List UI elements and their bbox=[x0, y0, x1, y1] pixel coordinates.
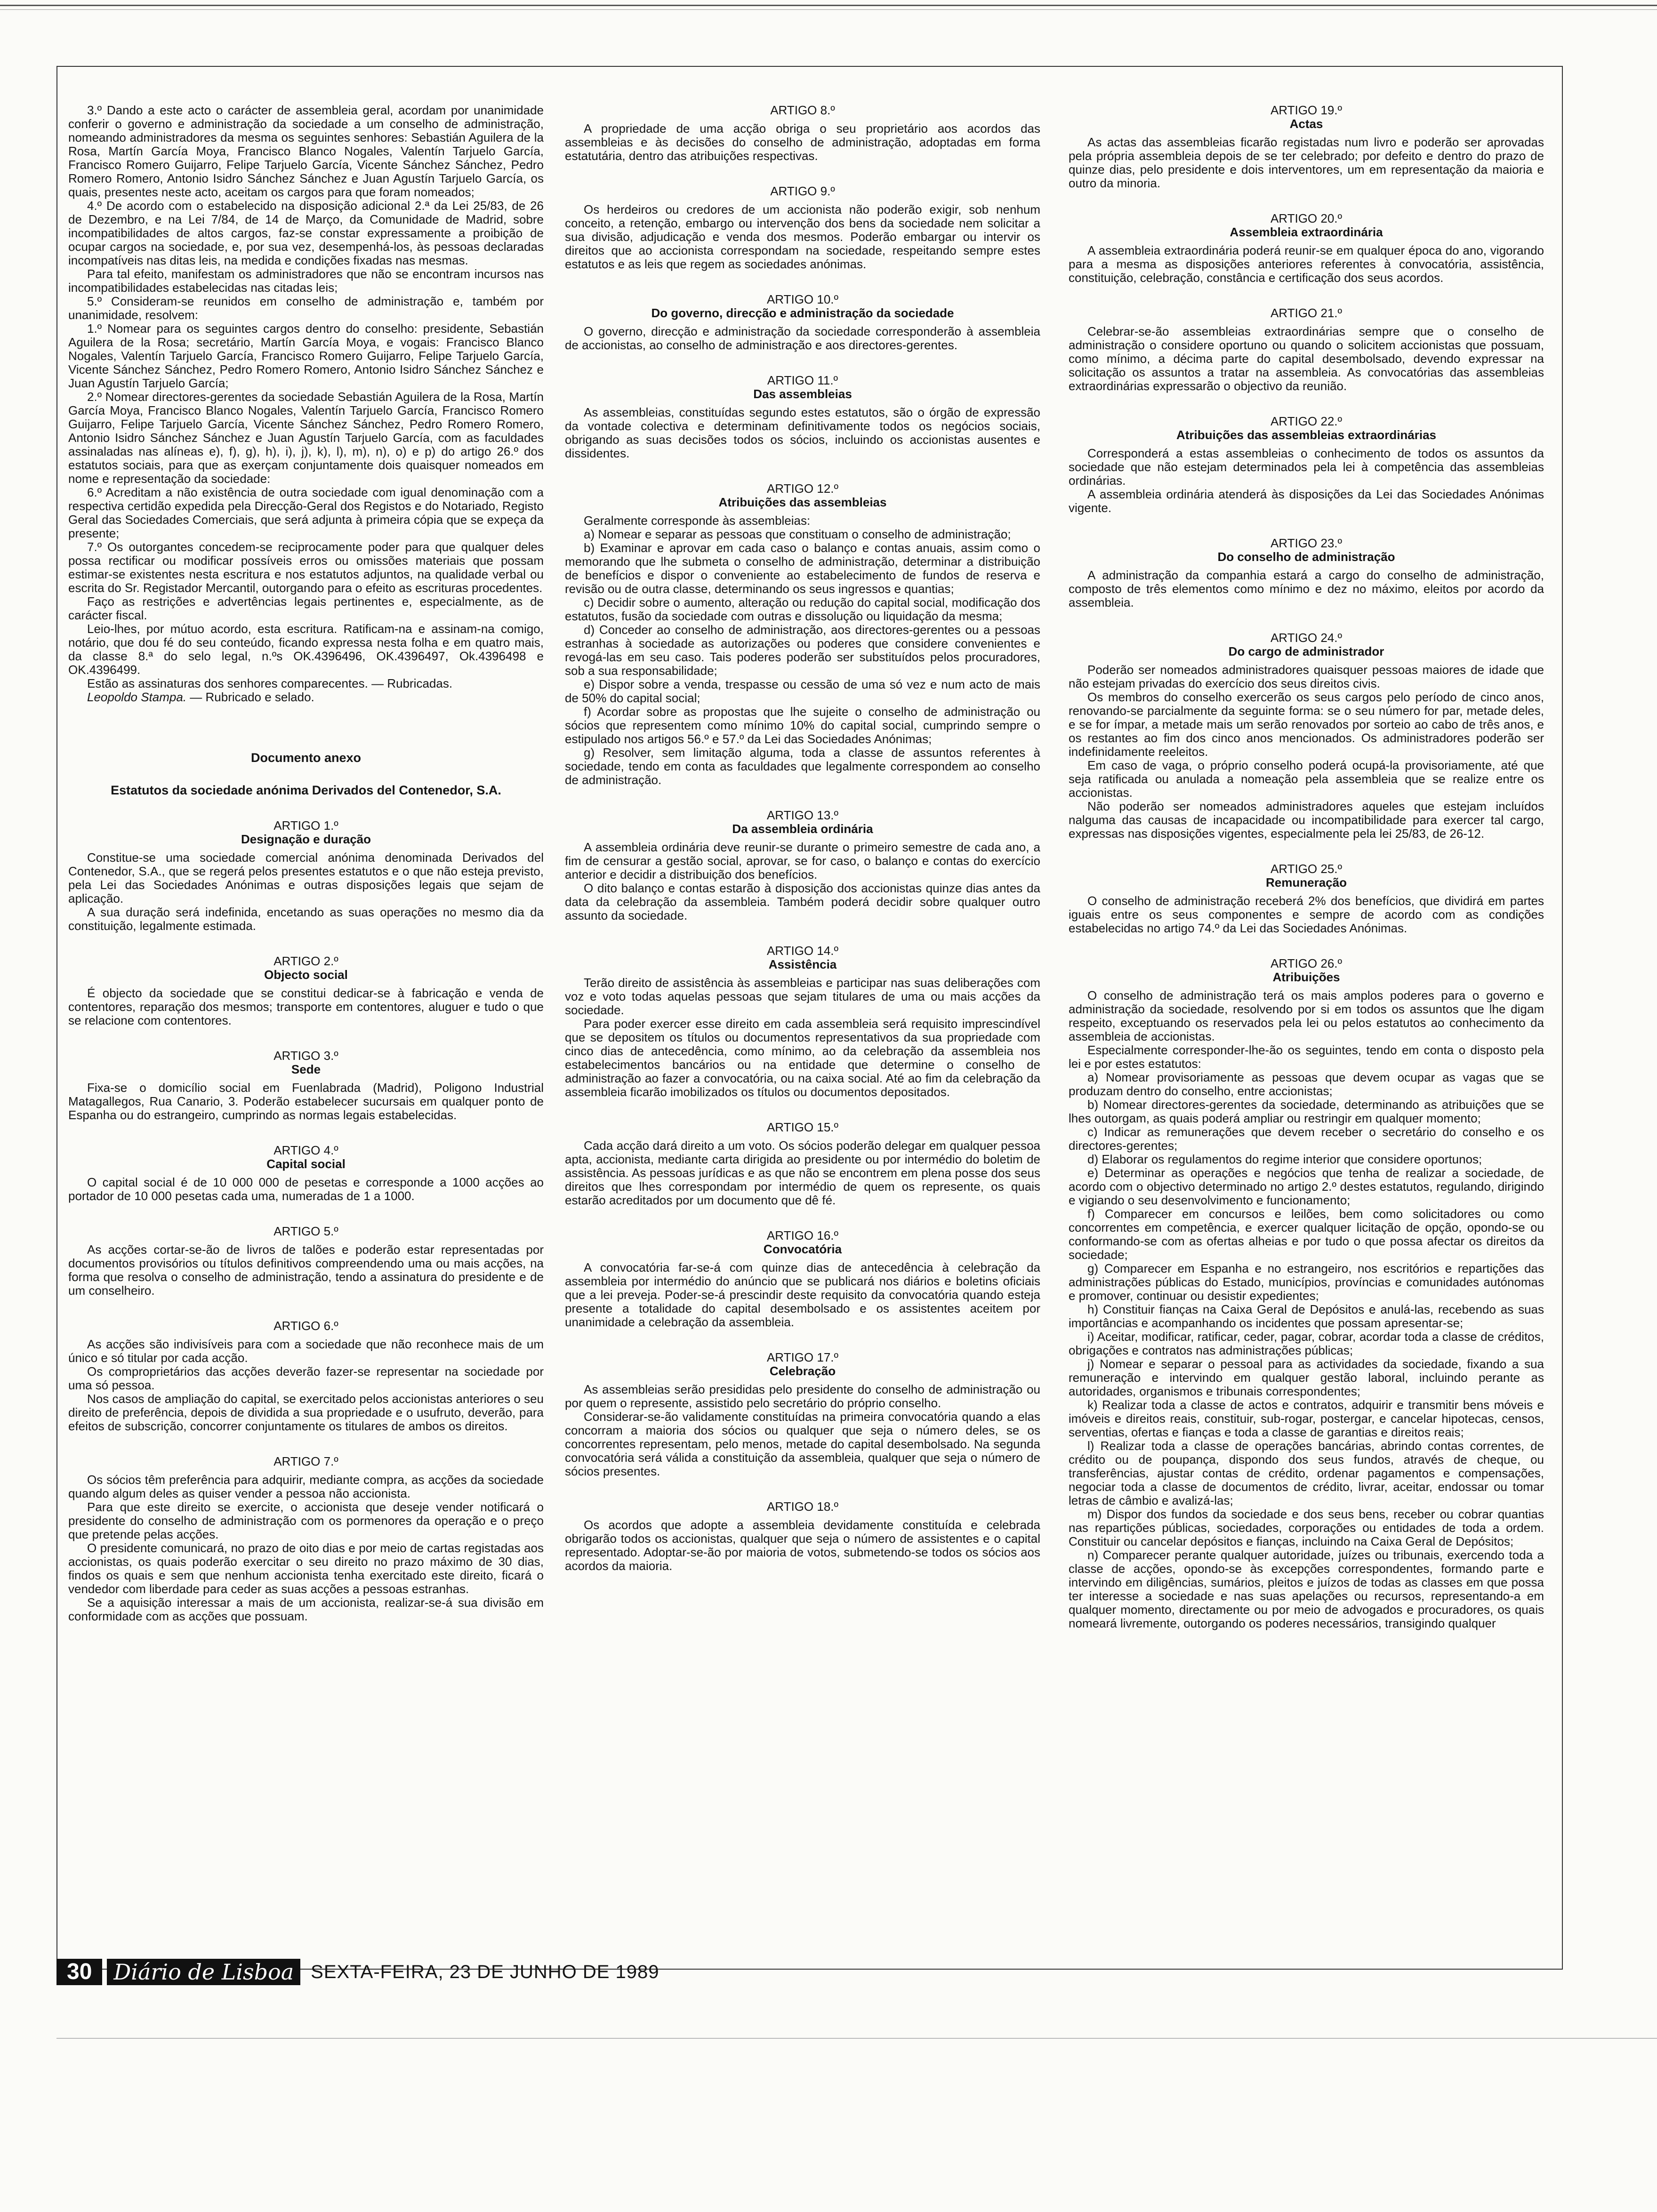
page-number: 30 bbox=[56, 1959, 102, 1985]
paragraph: O capital social é de 10 000 000 de pesetas e corresponde a 1000 acções ao portador de 10 000 pesetas cada uma, numeradas de 1 a 1000. bbox=[68, 1175, 544, 1203]
article-number: ARTIGO 24.º bbox=[1270, 631, 1343, 645]
article-heading bbox=[1069, 862, 1544, 890]
paragraph: Geralmente corresponde às assembleias: bbox=[584, 513, 811, 528]
paragraph: Nos casos de ampliação do capital, se exercitado pelos accionistas anteriores o seu direito de preferência, depois de dividida a sua propriedade e o usufruto, deverão, para efeitos de subscrição, concorrer conjuntamente os titulares de ambos os direitos. bbox=[68, 1392, 544, 1433]
paragraph: Não poderão ser nomeados administradores aqueles que estejam incluídos nalguma das causas de incapacidade ou incompatibilidade para exercer tal cargo, expressas nas disposições vigentes, especialmente pela lei 25/83, de 26-12. bbox=[1069, 799, 1544, 841]
article-heading bbox=[1069, 306, 1544, 320]
list-item: c) Decidir sobre o aumento, alteração ou redução do capital social, modificação dos estatutos, fusão da sociedade com outras e dissolução ou liquidação da mesma; bbox=[565, 595, 1040, 623]
column-3 bbox=[1069, 104, 1544, 1958]
article-heading bbox=[1069, 957, 1544, 984]
article-heading bbox=[1069, 212, 1544, 239]
issue-date: SEXTA-FEIRA, 23 DE JUNHO DE 1989 bbox=[311, 1961, 660, 1982]
paragraph: Estão as assinaturas dos senhores comparecentes. — Rubricadas. bbox=[87, 676, 453, 690]
newspaper-masthead: Diário de Lisboa bbox=[107, 1959, 300, 1985]
article-number: ARTIGO 4.º bbox=[273, 1143, 338, 1157]
paragraph: Fixa-se o domicílio social em Fuenlabrada (Madrid), Poligono Industrial Matagallegos, Rua Canario, 3. Poderão estabelecer sucursais em qualquer ponto de Espanha ou do estrangeiro, cumprindo as normas legais estabelecidas. bbox=[68, 1081, 544, 1122]
paragraph: O conselho de administração terá os mais amplos poderes para o governo e administração da sociedade, resolvendo por si em todos os assuntos que lhe digam respeito, exceptuando os reservados pela lei ou pelos estatutos ao conhecimento da assembleia de accionistas. bbox=[1069, 988, 1544, 1043]
paragraph: O conselho de administração receberá 2% dos benefícios, que dividirá em partes iguais entre os seus componentes e sempre de acordo com as condições estabelecidas no artigo 74.º da Lei das Sociedades Anónimas. bbox=[1069, 894, 1544, 935]
article-number: ARTIGO 6.º bbox=[273, 1319, 338, 1333]
page-footer bbox=[56, 1958, 660, 1986]
paragraph: A convocatória far-se-á com quinze dias de antecedência à celebração da assembleia por intermédio do anúncio que se publicará nos diários e boletins oficiais que a lei preveja. Poder-se-á prescindir deste requisito da convocatória quando esteja presente a totalidade do capital desembolsado e os assistentes aceitem por unanimidade a celebração da assembleia. bbox=[565, 1260, 1040, 1329]
paragraph: 5.º Consideram-se reunidos em conselho de administração e, também por unanimidade, resolvem: bbox=[68, 294, 544, 322]
article-title: Objecto social bbox=[264, 968, 348, 982]
top-rule bbox=[0, 5, 1657, 6]
list-item: f) Acordar sobre as propostas que lhe sujeite o conselho de administração ou sócios que representem como mínimo 10% do capital social, cumprindo sempre o estipulado nos artigos 56.º e 57.º da Lei das Sociedades Anónimas; bbox=[565, 705, 1040, 746]
list-item: i) Aceitar, modificar, ratificar, ceder, pagar, cobrar, acordar toda a classe de créditos, obrigações e contratos nas administrações públicas; bbox=[1069, 1330, 1544, 1357]
paragraph: É objecto da sociedade que se constitui dedicar-se à fabricação e venda de contentores, reparação dos mesmos; transporte em contentores, aluguer e tudo o que se relacione com contentores. bbox=[68, 986, 544, 1027]
article-heading bbox=[1069, 415, 1544, 442]
article-heading bbox=[565, 1351, 1040, 1378]
article-heading bbox=[565, 1500, 1040, 1514]
paragraph: Especialmente corresponder-lhe-ão os seguintes, tendo em conta o disposto pela lei e por estes estatutos: bbox=[1069, 1043, 1544, 1071]
column-1 bbox=[68, 104, 544, 1958]
paragraph: As acções cortar-se-ão de livros de talões e poderão estar representadas por documentos provisórios ou títulos definitivos compreendendo uma ou mais acções, na forma que resolva o conselho de administração, tendo a assinatura do presidente e de um conselheiro. bbox=[68, 1242, 544, 1298]
notary-deed bbox=[68, 104, 544, 704]
article-number: ARTIGO 13.º bbox=[766, 808, 839, 822]
article-heading bbox=[565, 184, 1040, 198]
paragraph: Celebrar-se-ão assembleias extraordinárias sempre que o conselho de administração o considere oportuno ou quando o solicitem accionistas que possuam, como mínimo, a décima parte do capital desembolsado, devendo expressar na solicitação os assuntos a tratar na assembleia. As convocatórias das assembleias extraordinárias expressarão o objectivo da reunião. bbox=[1069, 324, 1544, 393]
article-number: ARTIGO 8.º bbox=[770, 104, 835, 117]
article-number: ARTIGO 11.º bbox=[767, 373, 838, 387]
article-heading bbox=[565, 104, 1040, 117]
article-title: Sede bbox=[291, 1062, 321, 1076]
paragraph: O presidente comunicará, no prazo de oito dias e por meio de cartas registadas aos accionistas, os quais poderão exercitar o seu direito no prazo máximo de 30 dias, findos os quais e sem que nenhum accionista tenha exercitado este direito, ficará o vendedor com liberdade para ceder as suas acções a pessoas estranhas. bbox=[68, 1541, 544, 1596]
article-title: Actas bbox=[1289, 117, 1323, 131]
article-title: Assembleia extraordinária bbox=[1230, 225, 1383, 239]
list-item: h) Constituir fianças na Caixa Geral de Depósitos e anulá-las, recebendo as suas importâncias e acompanhando os incidentes que possam apresentar-se; bbox=[1069, 1302, 1544, 1330]
paragraph: O dito balanço e contas estarão à disposição dos accionistas quinze dias antes da data da celebração da assembleia. Também poderá decidir sobre qualquer outro assunto da sociedade. bbox=[565, 881, 1040, 922]
notary-signature bbox=[68, 690, 544, 704]
paragraph: Constitue-se uma sociedade comercial anónima denominada Derivados del Contenedor, S.A., que se regerá pelos presentes estatutos e o que não esteja previsto, pela Lei das Sociedades Anónimas e outras disposições legais que sejam de aplicação. bbox=[68, 850, 544, 906]
paragraph: As actas das assembleias ficarão registadas num livro e poderão ser aprovadas pela própria assembleia depois de se ter celebrado; por defeito e dentro do prazo de quinze dias, pelo presidente e dois interventores, um em representação da maioria e outro da minoria. bbox=[1069, 135, 1544, 190]
article-number: ARTIGO 15.º bbox=[766, 1120, 839, 1134]
article-number: ARTIGO 7.º bbox=[273, 1454, 338, 1468]
top-rule-thin bbox=[0, 9, 1657, 10]
bottom-rule bbox=[56, 2038, 1657, 2039]
annex-header bbox=[68, 751, 544, 797]
article-title: Atribuições das assembleias bbox=[718, 495, 887, 509]
article-number: ARTIGO 18.º bbox=[766, 1499, 839, 1514]
article-title: Do conselho de administração bbox=[1217, 550, 1395, 564]
list-item: b) Nomear directores-gerentes da sociedade, determinando as atribuições que se lhes outorgam, as quais poderá ampliar ou restringir em qualquer momento; bbox=[1069, 1098, 1544, 1125]
article-title: Convocatória bbox=[763, 1242, 842, 1256]
signature-note: — Rubricado e selado. bbox=[186, 690, 314, 704]
article-title: Designação e duração bbox=[241, 832, 371, 846]
paragraph: 7.º Os outorgantes concedem-se reciprocamente poder para que qualquer deles possa rectificar ou modificar possíveis erros ou omissões materiais que possam estimar-se existentes nesta escritura e nos estatutos adjuntos, na qualidade verbal ou escrita do Sr. Registador Mercantil, outorgando para o efeito as escrituras procedentes. bbox=[68, 540, 544, 595]
article-title: Assistência bbox=[768, 957, 837, 971]
paragraph: Para que este direito se exercite, o accionista que deseje vender notificará o presidente do conselho de administração com os pormenores da operação e o preço que pretende pelas acções. bbox=[68, 1500, 544, 1541]
paragraph: Terão direito de assistência às assembleias e participar nas suas deliberações com voz e voto todas aquelas pessoas que sejam titulares de uma ou mais acções da sociedade. bbox=[565, 976, 1040, 1017]
article-number: ARTIGO 20.º bbox=[1270, 211, 1343, 225]
paragraph: 4.º De acordo com o estabelecido na disposição adicional 2.ª da Lei 25/83, de 26 de Dezembro, e na Lei 7/84, de 14 de Março, da Comunidade de Madrid, sobre incompatibilidades de altos cargos, faz-se constar expressamente a proibição de ocupar cargos na sociedade, e, por sua vez, desempenhá-los, às pessoas declaradas incompatíveis nas ditas leis, na medida e condições fixadas nas mesmas. bbox=[68, 199, 544, 267]
article-number: ARTIGO 16.º bbox=[766, 1228, 839, 1242]
list-item: c) Indicar as remunerações que devem receber o secretário do conselho e os directores-gerentes; bbox=[1069, 1125, 1544, 1153]
article-number: ARTIGO 26.º bbox=[1270, 956, 1343, 970]
article-heading bbox=[565, 482, 1040, 509]
article-title: Remuneração bbox=[1266, 875, 1347, 890]
article-title: Das assembleias bbox=[753, 387, 852, 401]
article-title: Atribuições bbox=[1272, 970, 1340, 984]
paragraph: Para poder exercer esse direito em cada assembleia será requisito imprescindível que se depositem os títulos ou documentos representativos da sua propriedade com cinco dias de antecedência, como mínimo, ao da celebração da assembleia nos estabelecimentos bancários ou na entidade que determine o conselho de administração ao fazer a convocatória, ou na caixa social. Até ao fim da celebração da assembleia ficarão imobilizados os títulos ou documentos depositados. bbox=[565, 1017, 1040, 1099]
annex-subtitle: Estatutos da sociedade anónima Derivados del Contenedor, S.A. bbox=[111, 783, 501, 797]
article-heading bbox=[565, 293, 1040, 320]
article-title: Atribuições das assembleias extraordinárias bbox=[1176, 428, 1437, 442]
article-title: Do governo, direcção e administração da sociedade bbox=[651, 306, 954, 320]
list-item: e) Determinar as operações e negócios que tenha de realizar a sociedade, de acordo com o objectivo determinado no artigo 2.º destes estatutos, regulando, dirigindo e vigiando o seu desenvolvimento e funcionamento; bbox=[1069, 1166, 1544, 1207]
list-item: k) Realizar toda a classe de actos e contratos, adquirir e transmitir bens móveis e imóveis e direitos reais, constituir, sub-rogar, postergar, e cancelar hipotecas, censos, serventias, ofertas e fianças e toda a classe de garantias e direitos reais; bbox=[1069, 1398, 1544, 1439]
article-heading bbox=[68, 1319, 544, 1333]
paragraph: O governo, direcção e administração da sociedade corresponderão à assembleia de accionistas, ao conselho de administração e aos directores-gerentes. bbox=[565, 324, 1040, 352]
paragraph: As assembleias, constituídas segundo estes estatutos, são o órgão de expressão da vontade colectiva e determinam definitivamente todos os negócios sociais, obrigando as suas decisões todos os sócios, incluindo os accionistas ausentes e dissidentes. bbox=[565, 405, 1040, 460]
paragraph: 6.º Acreditam a não existência de outra sociedade com igual denominação com a respectiva certidão expedida pela Direcção-Geral dos Registos e do Notariado, Registo Geral das Sociedades Comerciais, que será adjunta à primeira cópia que se expeça da presente; bbox=[68, 485, 544, 540]
paragraph: 3.º Dando a este acto o carácter de assembleia geral, acordam por unanimidade conferir o governo e administração da sociedade a um conselho de administração, nomeando administradores da mesma os seguintes senhores: Sebastián Aguilera de la Rosa, Martín García Moya, Francisco Blanco Nogales, Valentín Tarjuelo García, Francisco Romero Guijarro, Felipe Tarjuelo García, Vicente Sánchez Sánchez, Pedro Romero Romero, Antonio Isidro Sánchez Sánchez e Juan Agustín Tarjuelo García, os quais, presentes neste acto, aceitam os cargos para que foram nomeados; bbox=[68, 104, 544, 199]
list-item: l) Realizar toda a classe de operações bancárias, abrindo contas correntes, de crédito ou de poupança, dispondo dos seus fundos, através de cheque, ou transferências, ajustar contas de crédito, ordenar pagamentos e compensações, negociar toda a classe de documentos de crédito, livrar, aceitar, endossar ou tomar letras de câmbio e avalizá-las; bbox=[1069, 1439, 1544, 1507]
article-heading bbox=[68, 1225, 544, 1238]
article-number: ARTIGO 17.º bbox=[766, 1350, 839, 1364]
article-number: ARTIGO 21.º bbox=[1270, 306, 1343, 320]
article-heading bbox=[565, 944, 1040, 971]
article-number: ARTIGO 25.º bbox=[1270, 862, 1343, 876]
paragraph: 2.º Nomear directores-gerentes da sociedade Sebastián Aguilera de la Rosa, Martín García Moya, Francisco Blanco Nogales, Valentín Tarjuelo García, Francisco Romero Guijarro, Felipe Tarjuelo García, Vicente Sánchez Sánchez, Pedro Romero Romero, Antonio Isidro Sánchez Sánchez e Juan Agustín Tarjuelo García, com as faculdades assinaladas nas alíneas e), f), g), h), i), j), k), l), m), n), o) e p) do artigo 26.º dos estatutos sociais, para que as exerçam conjuntamente dois quaisquer nomeados em nome e representação da sociedade: bbox=[68, 390, 544, 486]
paragraph: Faço as restrições e advertências legais pertinentes e, especialmente, as de carácter fiscal. bbox=[68, 594, 544, 622]
article-heading bbox=[1069, 631, 1544, 658]
paragraph: Os acordos que adopte a assembleia devidamente constituída e celebrada obrigarão todos os accionistas, qualquer que seja o número de assistentes e o capital representado. Adoptar-se-ão por maioria de votos, submetendo-se todos os sócios aos acordos da maioria. bbox=[565, 1518, 1040, 1573]
article-heading bbox=[68, 819, 544, 846]
article-number: ARTIGO 2.º bbox=[273, 954, 338, 968]
article-title: Celebração bbox=[769, 1364, 836, 1378]
article-number: ARTIGO 9.º bbox=[770, 184, 835, 198]
annex-title: Documento anexo bbox=[250, 751, 362, 765]
article-number: ARTIGO 23.º bbox=[1270, 536, 1343, 550]
paragraph: Poderão ser nomeados administradores quaisquer pessoas maiores de idade que não estejam privadas do exercício dos seus direitos civis. bbox=[1069, 663, 1544, 690]
paragraph: A administração da companhia estará a cargo do conselho de administração, composto de três elementos como mínimo e dez no máximo, eleitos por acordo da assembleia. bbox=[1069, 568, 1544, 609]
article-number: ARTIGO 19.º bbox=[1270, 104, 1343, 117]
paragraph: Se a aquisição interessar a mais de um accionista, realizar-se-á sua divisão em conformidade com as acções que possuam. bbox=[68, 1595, 544, 1623]
list-item: b) Examinar e aprovar em cada caso o balanço e contas anuais, assim como o memorando que lhe submeta o conselho de administração, determinar a distribuição de benefícios e dispor o conveniente ao estabelecimento de fundos de reserva e revisão ou de outra classe, determinando os seus ingressos e quantias; bbox=[565, 541, 1040, 596]
article-heading bbox=[565, 374, 1040, 401]
article-heading bbox=[68, 954, 544, 982]
paragraph: 1.º Nomear para os seguintes cargos dentro do conselho: presidente, Sebastián Aguilera de la Rosa; secretário, Martín García Moya, e vogais: Francisco Blanco Nogales, Valentín Tarjuelo García, Francisco Romero Guijarro, Felipe Tarjuelo García, Vicente Sánchez Sánchez, Pedro Romero Romero, Antonio Isidro Sánchez Sánchez e Juan Agustín Tarjuelo García; bbox=[68, 321, 544, 390]
article-number: ARTIGO 14.º bbox=[766, 944, 839, 958]
article-heading bbox=[68, 1144, 544, 1171]
article-heading bbox=[565, 809, 1040, 836]
paragraph: Os sócios têm preferência para adquirir, mediante compra, as acções da sociedade quando algum deles as quiser vender a pessoa não accionista. bbox=[68, 1473, 544, 1500]
article-heading bbox=[68, 1049, 544, 1076]
article-number: ARTIGO 12.º bbox=[766, 481, 839, 496]
paragraph: As assembleias serão presididas pelo presidente do conselho de administração ou por quem o represente, assistido pelo secretário do próprio conselho. bbox=[565, 1382, 1040, 1410]
paragraph: Considerar-se-ão validamente constituídas na primeira convocatória quando a elas concorram a maioria dos sócios ou qualquer que seja o número deles, se os concorrentes representam, pelo menos, metade do capital desembolsado. Na segunda convocatória será válida a constituição da assembleia, qualquer que seja o número de sócios presentes. bbox=[565, 1410, 1040, 1478]
paragraph: A propriedade de uma acção obriga o seu proprietário aos acordos das assembleias e às decisões do conselho de administração, adoptadas em forma estatutária, dentro das atribuições respectivas. bbox=[565, 121, 1040, 163]
paragraph: A assembleia ordinária deve reunir-se durante o primeiro semestre de cada ano, a fim de censurar a gestão social, aprovar, se for caso, o balanço e contas do exercício anterior e decidir a distribuição dos benefícios. bbox=[565, 840, 1040, 882]
paragraph: A assembleia ordinária atenderá às disposições da Lei das Sociedades Anónimas vigente. bbox=[1069, 487, 1544, 515]
list-item: g) Comparecer em Espanha e no estrangeiro, nos escritórios e repartições das administrações públicas do Estado, municípios, províncias e comunidades autónomas e promover, continuar ou desistir expedientes; bbox=[1069, 1261, 1544, 1303]
list-item: e) Dispor sobre a venda, trespasse ou cessão de uma só vez e num acto de mais de 50% do capital social; bbox=[565, 677, 1040, 705]
paragraph: Em caso de vaga, o próprio conselho poderá ocupá-la provisoriamente, até que seja ratificada ou anulada a nomeação pela assembleia que se realize entre os accionistas. bbox=[1069, 758, 1544, 800]
list-item: a) Nomear provisoriamente as pessoas que devem ocupar as vagas que se produzam dentro do conselho, entre accionistas; bbox=[1069, 1070, 1544, 1098]
article-number: ARTIGO 5.º bbox=[273, 1224, 338, 1238]
paragraph: Os membros do conselho exercerão os seus cargos pelo período de cinco anos, renovando-se parcialmente da seguinte forma: se o seu número for par, metade deles, e se for ímpar, a metade mais um serão renovados por sorteio ao cabo de três anos, e os restantes ao fim dos cinco anos mencionados. Os administradores poderão ser indefinidamente reeleitos. bbox=[1069, 690, 1544, 759]
list-item: m) Dispor dos fundos da sociedade e dos seus bens, receber ou cobrar quantias nas repartições públicas, sociedades, corporações ou entidades de toda a ordem. Constituir ou cancelar depósitos e fianças, incluindo na Caixa Geral de Depósitos; bbox=[1069, 1507, 1544, 1548]
list-item: g) Resolver, sem limitação alguma, toda a classe de assuntos referentes à sociedade, tendo em conta as faculdades que legalmente correspondem ao conselho de administração. bbox=[565, 745, 1040, 787]
list-item: n) Comparecer perante qualquer autoridade, juízes ou tribunais, exercendo toda a classe de acções, opondo-se às excepções correspondentes, formando parte e intervindo em diligências, sumários, pleitos e juízos de todas as classes em que possa ter interesse a sociedade e nas suas apelações ou recursos, representando-a em qualquer momento, directamente ou por meio de advogados e procuradores, os quais nomeará livremente, outorgando os poderes necessários, transigindo qualquer bbox=[1069, 1548, 1544, 1630]
article-heading bbox=[565, 1229, 1040, 1256]
paragraph: A sua duração será indefinida, encetando as suas operações no mesmo dia da constituição, legalmente estimada. bbox=[68, 905, 544, 933]
paragraph: Para tal efeito, manifestam os administradores que não se encontram incursos nas incompatibilidades estabelecidas nas citadas leis; bbox=[68, 267, 544, 295]
paragraph: A assembleia extraordinária poderá reunir-se em qualquer época do ano, vigorando para a mesma as disposições anteriores referentes à convocatória, assistência, constituição, celebração, constância e certificação dos seus acordos. bbox=[1069, 243, 1544, 285]
paragraph: Os comproprietários das acções deverão fazer-se representar na sociedade por uma só pessoa. bbox=[68, 1364, 544, 1392]
article-title: Capital social bbox=[266, 1157, 346, 1171]
list-item: j) Nomear e separar o pessoal para as actividades da sociedade, fixando a sua remuneração e intervindo em qualquer gestão laboral, incluindo perante as autoridades, organismos e tribunais correspondentes; bbox=[1069, 1357, 1544, 1398]
column-2 bbox=[565, 104, 1040, 1958]
list-item: d) Conceder ao conselho de administração, aos directores-gerentes ou a pessoas estranhas à sociedade as autorizações ou poderes que considere convenientes e revogá-las em seu caso. Tais poderes poderão ser substituídos pelos procuradores, sob a sua responsabilidade; bbox=[565, 623, 1040, 678]
article-number: ARTIGO 10.º bbox=[766, 292, 839, 306]
paragraph: Leio-lhes, por mútuo acordo, esta escritura. Ratificam-na e assinam-na comigo, notário, que dou fé do seu conteúdo, ficando expressa nesta folha e em quatro mais, da classe 8.ª do selo legal, n.ºs OK.4396496, OK.4396497, Ok.4396498 e OK.4396499. bbox=[68, 622, 544, 677]
list-item: f) Comparecer em concursos e leilões, bem como solicitadores ou como concorrentes em competência, e exercer qualquer licitação de opção, opondo-se ou conformando-se com as ofertas alheias e por tudo o que possa afectar os direitos da sociedade; bbox=[1069, 1207, 1544, 1262]
article-title: Do cargo de administrador bbox=[1228, 644, 1384, 658]
paragraph: As acções são indivisíveis para com a sociedade que não reconhece mais de um único e só titular por cada acção. bbox=[68, 1337, 544, 1365]
article-heading bbox=[1069, 537, 1544, 564]
paragraph: Cada acção dará direito a um voto. Os sócios poderão delegar em qualquer pessoa apta, accionista, mediante carta dirigida ao presidente ou por intermédio do boletim de assistência. As pessoas jurídicas e as que não se encontrem em plena posse dos seus direitos que lhes correspondam por intermédio de quem os represente, os quais estarão acreditados por um documento que dê fé. bbox=[565, 1138, 1040, 1207]
article-number: ARTIGO 3.º bbox=[273, 1049, 338, 1063]
list-item: d) Elaborar os regulamentos do regime interior que considere oportunos; bbox=[1087, 1152, 1482, 1166]
article-number: ARTIGO 1.º bbox=[273, 818, 338, 833]
list-item: a) Nomear e separar as pessoas que constituam o conselho de administração; bbox=[584, 527, 1011, 541]
article-heading bbox=[565, 1121, 1040, 1134]
paragraph: Corresponderá a estas assembleias o conhecimento de todos os assuntos da sociedade que não estejam determinados pela lei à competência das assembleias ordinárias. bbox=[1069, 446, 1544, 488]
article-number: ARTIGO 22.º bbox=[1270, 414, 1343, 428]
article-heading bbox=[68, 1455, 544, 1468]
article-heading bbox=[1069, 104, 1544, 131]
article-title: Da assembleia ordinária bbox=[732, 822, 873, 836]
notary-name: Leopoldo Stampa. bbox=[87, 690, 187, 704]
paragraph: Os herdeiros ou credores de um accionista não poderão exigir, sob nenhum conceito, a retenção, embargo ou intervenção dos bens da sociedade nem solicitar a sua divisão, adjudicação e venda dos mesmos. Poderão embargar ou intervir os direitos que ao accionista correspondam na sociedade, respeitando sempre estes estatutos e as leis que regem as sociedades anónimas. bbox=[565, 202, 1040, 271]
